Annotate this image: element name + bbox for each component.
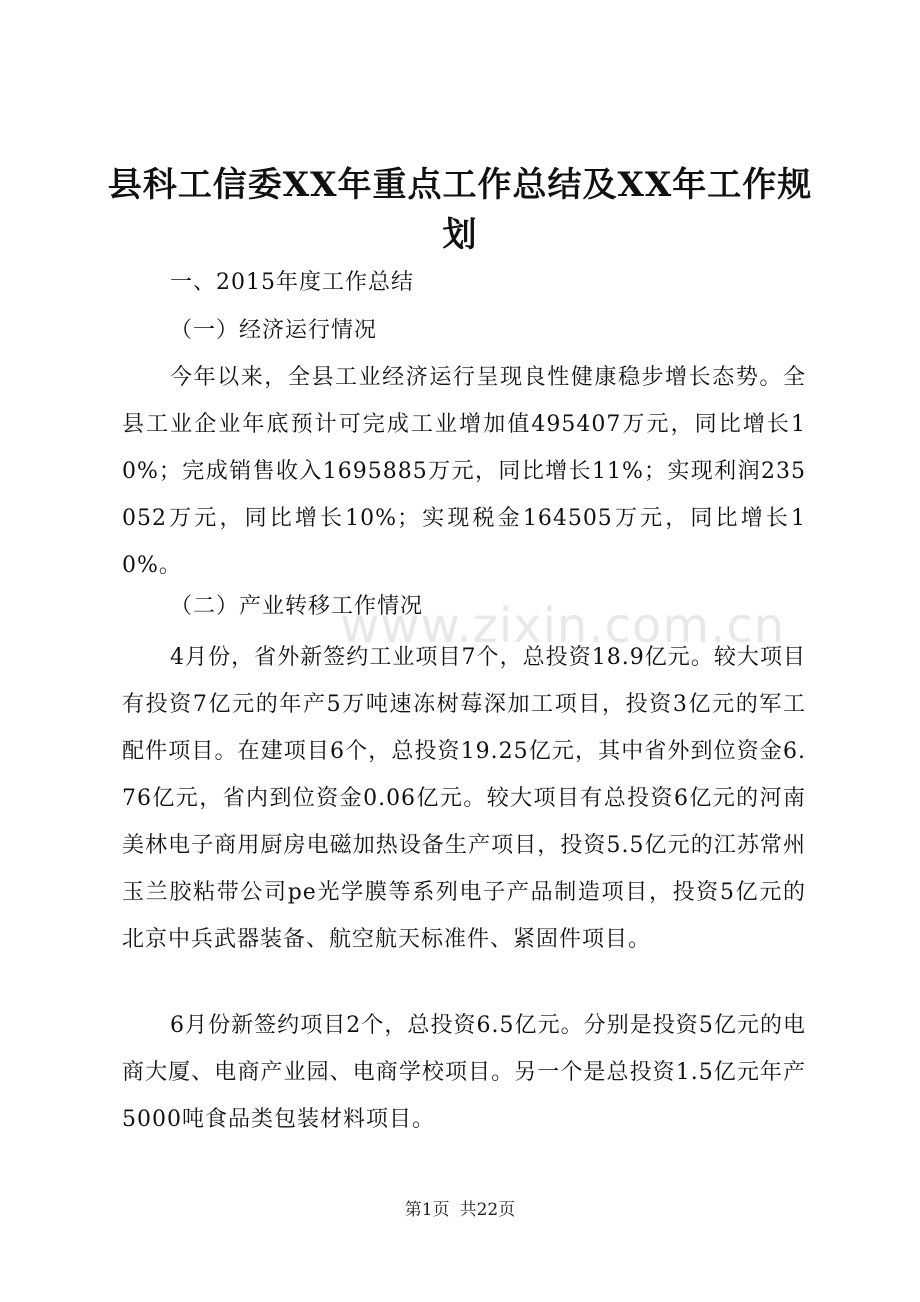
subsection-heading-economy: （一）经济运行情况 [170,318,378,343]
paragraph-industry-transfer: 4月份，省外新签约工业项目7个，总投资18.9亿元。较大项目有投资7亿元的年产5万吨速冻树莓深加工项目，投资3亿元的军工配件项目。在建项目6个，总投资19.25亿元，其中省外到位资金6.76亿元，省内到位资金0.06亿元。较大项目有总投资6亿元的河南美林电子商用厨房电磁加热设备生产项目，投资5.5亿元的江苏常州玉兰胶粘带公司pe光学膜等系列电子产品制造项目，投资5亿元的北京中兵武器装备、航空航天标准件、紧固件项目。 [122,645,806,952]
watermark: www.zixin.com.cn [340,598,786,654]
page-footer [0,1198,920,1222]
section-heading: 一、2015年度工作总结 [170,270,414,295]
subsection-heading-industry-transfer: （二）产业转移工作情况 [170,594,424,619]
paragraph-june-projects: 6月份新签约项目2个，总投资6.5亿元。分别是投资5亿元的电商大厦、电商产业园、电商学校项目。另一个是总投资1.5亿元年产5000吨食品类包装材料项目。 [122,1013,806,1132]
paragraph-economy: 今年以来，全县工业经济运行呈现良性健康稳步增长态势。全县工业企业年底预计可完成工业增加值495407万元，同比增长10%；完成销售收入1695885万元，同比增长11%；实现利润235052万元，同比增长10%；实现税金164505万元，同比增长10%。 [122,365,806,578]
page-total: 共22页 [459,1200,516,1220]
document-title: 县科工信委XX年重点工作总结及XX年工作规划 [107,165,813,255]
page-number: 第1页 [404,1200,450,1220]
